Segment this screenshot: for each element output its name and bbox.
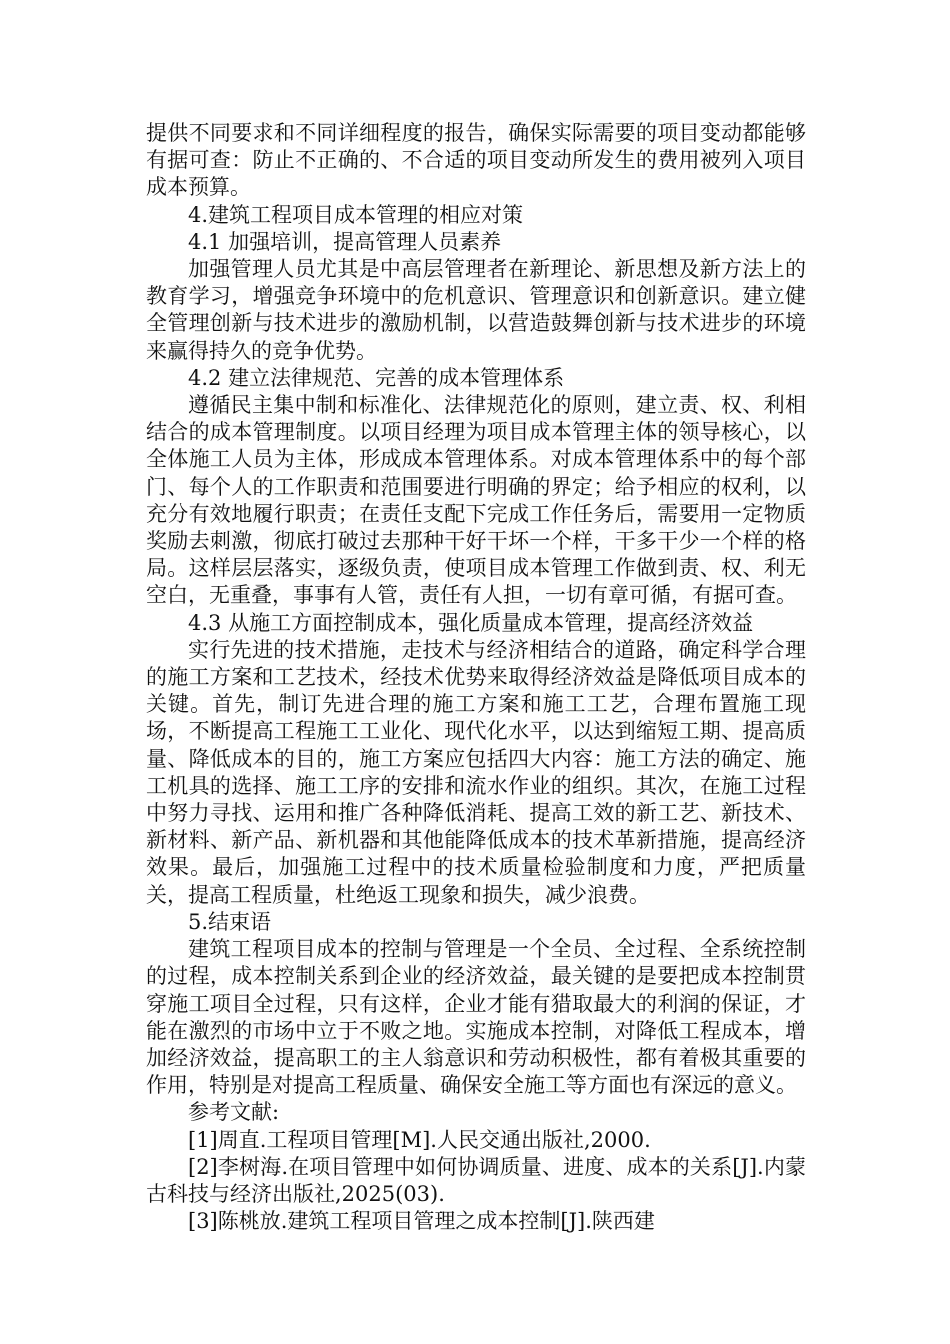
- section-heading-4: 4.建筑工程项目成本管理的相应对策: [188, 202, 524, 227]
- subsection-heading-4-1: 4.1 加强培训，提高管理人员素养: [188, 229, 502, 254]
- document-page: [146, 120, 806, 1235]
- paragraph-construction-cost: 实行先进的技术措施，走技术与经济相结合的道路，确定科学合理的施工方案和工艺技术，经技术优势来取得经济效益是降低项目成本的关键。首先，制订先进合理的施工方案和施工工艺，合理布置施工现场，不断提高工程施工工业化、现代化水平，以达到缩短工期、提高质量、降低成本的目的，施工方案应包括四大内容：施工方法的确定、施工机具的选择、施工工序的安排和流水作业的组织。其次，在施工过程中努力寻找、运用和推广各种降低消耗、提高工效的新工艺、新技术、新材料、新产品、新机器和其他能降低成本的技术革新措施，提高经济效果。最后，加强施工过程中的技术质量检验制度和力度，严把质量关，提高工程质量，杜绝返工现象和损失，减少浪费。: [146, 637, 806, 907]
- subsection-heading-4-2: 4.2 建立法律规范、完善的成本管理体系: [188, 365, 565, 390]
- references-heading: 参考文献:: [188, 1100, 280, 1125]
- paragraph-management-system: 遵循民主集中制和标准化、法律规范化的原则，建立责、权、利相结合的成本管理制度。以项目经理为项目成本管理主体的领导核心，以全体施工人员为主体，形成成本管理体系。对成本管理体系中的每个部门、每个人的工作职责和范围要进行明确的界定；给予相应的权利，以充分有效地履行职责；在责任支配下完成工作任务后，需要用一定物质奖励去刺激，彻底打破过去那种干好干坏一个样，干多干少一个样的格局。这样层层落实，逐级负责，使项目成本管理工作做到责、权、利无空白，无重叠，事事有人管，责任有人担，一切有章可循，有据可查。: [146, 393, 806, 608]
- paragraph-conclusion: 建筑工程项目成本的控制与管理是一个全员、全过程、全系统控制的过程，成本控制关系到企业的经济效益，最关键的是要把成本控制贯穿施工项目全过程，只有这样，企业才能有猎取最大的利润的保证，才能在激烈的市场中立于不败之地。实施成本控制，对降低工程成本，增加经济效益，提高职工的主人翁意识和劳动积极性，都有着极其重要的作用，特别是对提高工程质量、确保安全施工等方面也有深远的意义。: [146, 937, 806, 1098]
- paragraph-continued: 提供不同要求和不同详细程度的报告，确保实际需要的项目变动都能够有据可查：防止不正确的、不合适的项目变动所发生的费用被列入项目成本预算。: [146, 121, 806, 200]
- subsection-heading-4-3: 4.3 从施工方面控制成本，强化质量成本管理，提高经济效益: [188, 610, 754, 635]
- reference-item-2: [2]李树海.在项目管理中如何协调质量、进度、成本的关系[J].内蒙古科技与经济出版社,2025(03).: [146, 1154, 806, 1206]
- reference-item-1: [1]周直.工程项目管理[M].人民交通出版社,2000.: [188, 1127, 651, 1152]
- section-heading-5: 5.结束语: [188, 909, 272, 934]
- paragraph-training: 加强管理人员尤其是中高层管理者在新理论、新思想及新方法上的教育学习，增强竞争环境中的危机意识、管理意识和创新意识。建立健全管理创新与技术进步的激励机制，以营造鼓舞创新与技术进步的环境来赢得持久的竞争优势。: [146, 257, 806, 363]
- reference-item-3: [3]陈桃放.建筑工程项目管理之成本控制[J].陕西建: [188, 1209, 655, 1234]
